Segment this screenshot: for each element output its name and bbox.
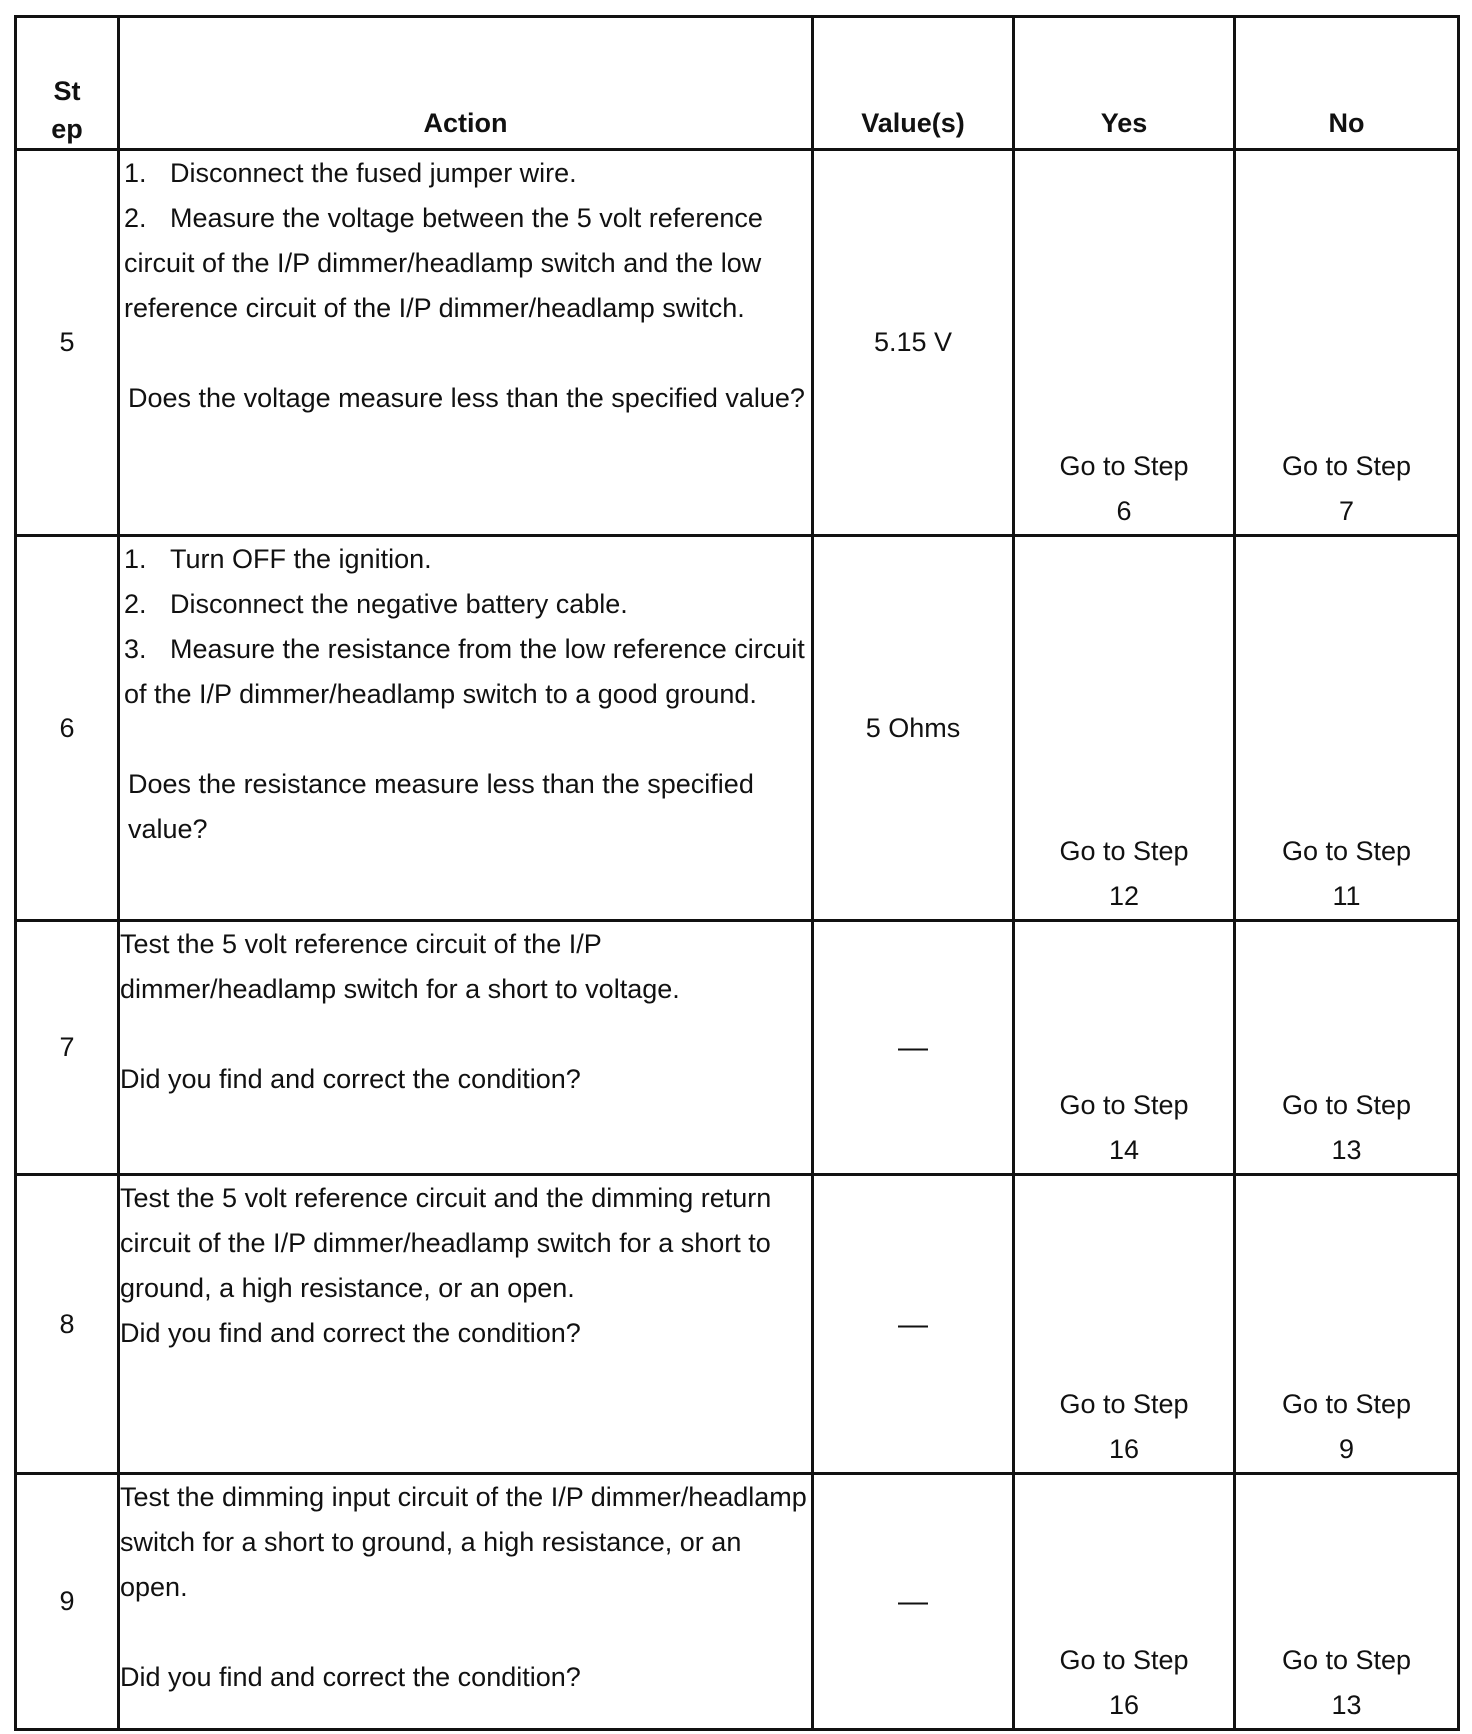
step-number: 9: [16, 1474, 119, 1730]
action-question: Did you find and correct the condition?: [120, 1318, 581, 1348]
value-cell: 5 Ohms: [813, 536, 1014, 921]
diagnostic-table: [14, 15, 1460, 1731]
action-text: Test the 5 volt reference circuit of the I/P dimmer/headlamp switch for a short to voltage.: [120, 929, 680, 1004]
action-question: Does the resistance measure less than the specified value?: [128, 769, 754, 844]
action-item: 1. Turn OFF the ignition.: [124, 544, 432, 574]
header-step: St ep: [16, 17, 119, 150]
step-number: 5: [16, 150, 119, 536]
header-row: [16, 17, 1459, 150]
value-cell: —: [813, 921, 1014, 1175]
action-item: 2. Disconnect the negative battery cable.: [124, 589, 628, 619]
table-row: [16, 1175, 1459, 1474]
yes-cell: Go to Step 6: [1014, 150, 1235, 536]
table-row: [16, 150, 1459, 536]
action-item: 3. Measure the resistance from the low reference circuit of the I/P dimmer/headlamp switch to a good ground.: [124, 634, 805, 709]
table-row: [16, 1474, 1459, 1730]
action-item: 2. Measure the voltage between the 5 volt reference circuit of the I/P dimmer/headlamp switch and the low reference circuit of the I/P dimmer/headlamp switch.: [124, 203, 763, 323]
value-cell: —: [813, 1175, 1014, 1474]
no-cell: Go to Step 9: [1235, 1175, 1459, 1474]
step-number: 8: [16, 1175, 119, 1474]
header-action: Action: [119, 17, 813, 150]
action-question: Did you find and correct the condition?: [120, 1064, 581, 1094]
action-text: Test the 5 volt reference circuit and the dimming return circuit of the I/P dimmer/headlamp switch for a short to ground, a high resistance, or an open.: [120, 1183, 772, 1303]
action-cell: [119, 536, 813, 921]
value-cell: 5.15 V: [813, 150, 1014, 536]
yes-cell: Go to Step 16: [1014, 1175, 1235, 1474]
header-yes: Yes: [1014, 17, 1235, 150]
value-cell: —: [813, 1474, 1014, 1730]
no-cell: Go to Step 13: [1235, 1474, 1459, 1730]
action-cell: [119, 150, 813, 536]
action-cell: [119, 921, 813, 1175]
action-cell: [119, 1474, 813, 1730]
yes-cell: Go to Step 16: [1014, 1474, 1235, 1730]
yes-cell: Go to Step 12: [1014, 536, 1235, 921]
action-text: Test the dimming input circuit of the I/P dimmer/headlamp switch for a short to ground, a high resistance, or an open.: [120, 1482, 807, 1602]
table-row: [16, 536, 1459, 921]
action-question: Did you find and correct the condition?: [120, 1662, 581, 1692]
step-number: 7: [16, 921, 119, 1175]
header-values: Value(s): [813, 17, 1014, 150]
action-item: 1. Disconnect the fused jumper wire.: [124, 158, 577, 188]
action-question: Does the voltage measure less than the specified value?: [128, 383, 805, 413]
header-no: No: [1235, 17, 1459, 150]
action-cell: [119, 1175, 813, 1474]
yes-cell: Go to Step 14: [1014, 921, 1235, 1175]
no-cell: Go to Step 11: [1235, 536, 1459, 921]
table-row: [16, 921, 1459, 1175]
step-number: 6: [16, 536, 119, 921]
no-cell: Go to Step 7: [1235, 150, 1459, 536]
no-cell: Go to Step 13: [1235, 921, 1459, 1175]
